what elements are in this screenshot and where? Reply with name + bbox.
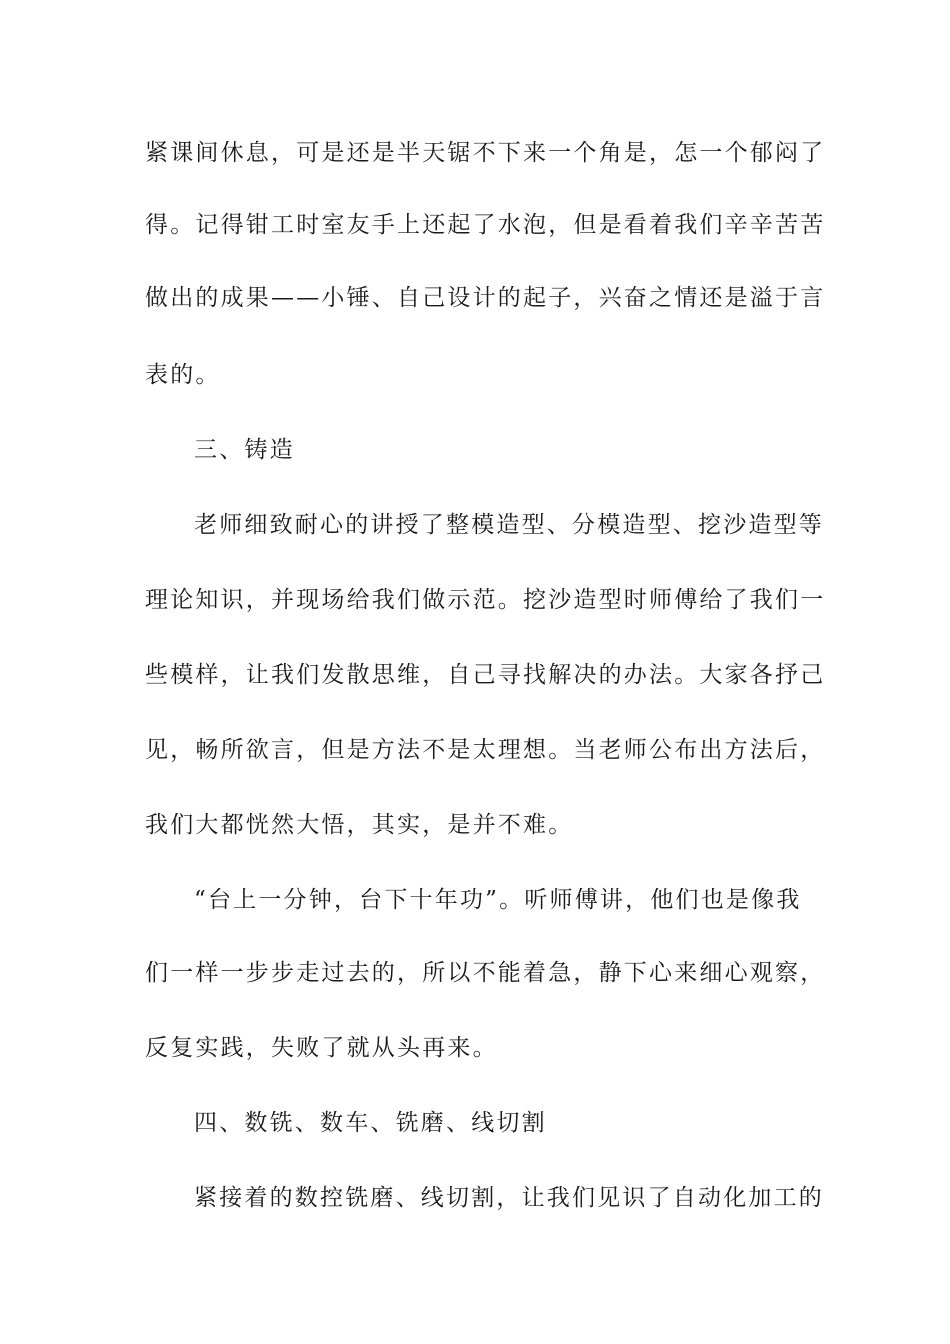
section-heading-cnc: 四、数铣、数车、铣磨、线切割 [194, 1110, 547, 1136]
paragraph-line-12: 反复实践，失败了就从头再来。 [145, 1035, 498, 1061]
paragraph-line-1: 紧课间休息，可是还是半天锯不下来一个角是，怎一个郁闷了 [145, 140, 826, 166]
paragraph-line-11: 们一样一步步走过去的，所以不能着急，静下心来细心观察， [145, 960, 826, 986]
paragraph-line-6: 理论知识，并现场给我们做示范。挖沙造型时师傅给了我们一 [145, 587, 826, 613]
paragraph-line-4: 表的。 [145, 362, 221, 388]
paragraph-line-10: “台上一分钟，台下十年功”。听师傅讲，他们也是像我 [194, 887, 802, 913]
paragraph-line-8: 见，畅所欲言，但是方法不是太理想。当老师公布出方法后， [145, 737, 826, 763]
paragraph-line-9: 我们大都恍然大悟，其实，是并不难。 [145, 812, 574, 838]
section-heading-casting: 三、铸造 [194, 437, 295, 463]
paragraph-line-5: 老师细致耐心的讲授了整模造型、分模造型、挖沙造型等 [194, 512, 824, 538]
paragraph-line-13: 紧接着的数控铣磨、线切割，让我们见识了自动化加工的 [194, 1185, 824, 1211]
paragraph-line-7: 些模样，让我们发散思维，自己寻找解决的办法。大家各抒己 [145, 662, 826, 688]
paragraph-line-2: 得。记得钳工时室友手上还起了水泡，但是看着我们辛辛苦苦 [145, 212, 826, 238]
paragraph-line-3: 做出的成果——小锤、自己设计的起子，兴奋之情还是溢于言 [145, 285, 826, 311]
